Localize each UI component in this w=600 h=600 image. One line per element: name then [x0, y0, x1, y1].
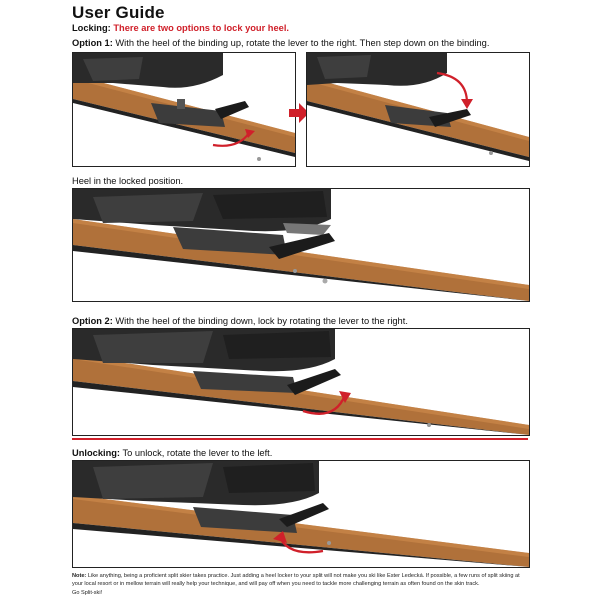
option1-label: Option 1: — [72, 38, 113, 48]
option2-text: With the heel of the binding down, lock by rotating the lever to the right. — [115, 316, 408, 326]
unlocking-photo — [72, 460, 530, 568]
section-divider — [72, 438, 528, 440]
locked-caption: Heel in the locked position. — [72, 176, 184, 186]
unlocking-text: To unlock, rotate the lever to the left. — [122, 448, 273, 458]
locking-line — [72, 23, 289, 33]
note-text: Like anything, being a proficient split skier takes practice. Just adding a heel locker to your split will not make you ski like Ester Ledecká. If possible, a few runs of split skiing at your local resort or in mellow terrain will really help your technique, and will pay off when you need to tackle more challenging terrain as often found on the skin track. — [72, 573, 520, 587]
option1-text: With the heel of the binding up, rotate the lever to the right. Then step down on the binding. — [115, 38, 490, 48]
option2-photo — [72, 328, 530, 436]
note-label: Note: — [72, 573, 87, 579]
note-paragraph — [72, 572, 530, 597]
unlocking-line — [72, 448, 272, 458]
page-title: User Guide — [72, 3, 165, 22]
unlocking-label: Unlocking: — [72, 448, 121, 458]
option2-line — [72, 316, 408, 326]
option1-photo-right — [306, 52, 530, 167]
note-signoff: Go Split-ski! — [72, 590, 103, 596]
option1-photo-left — [72, 52, 296, 167]
locking-label: Locking: — [72, 23, 111, 33]
option1-line — [72, 38, 489, 48]
option2-label: Option 2: — [72, 316, 113, 326]
locking-text: There are two options to lock your heel. — [113, 23, 289, 33]
locked-photo — [72, 188, 530, 302]
